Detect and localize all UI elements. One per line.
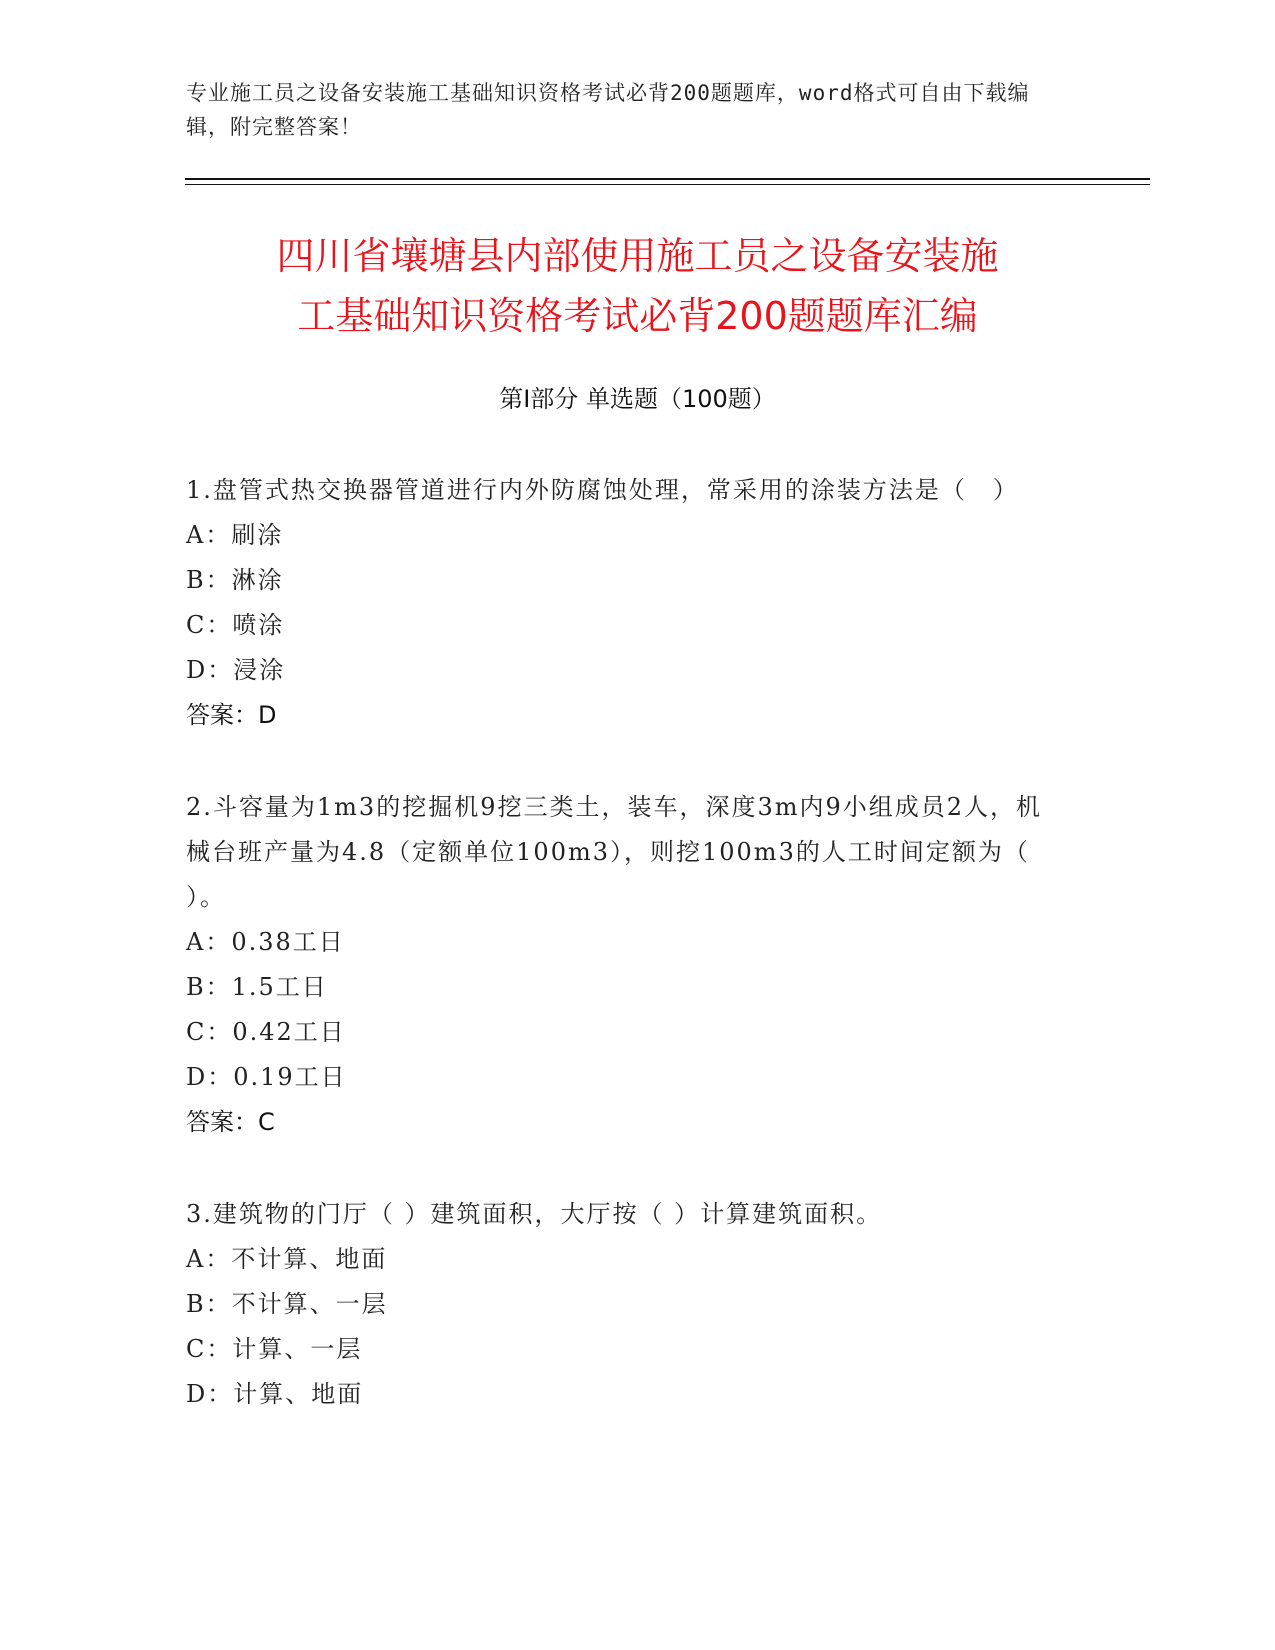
option-a: A：刷涂 [186,521,284,549]
question-stem: 3.建筑物的门厅（ ）建筑面积，大厅按（ ）计算建筑面积。 [186,1200,883,1228]
option-b: B：不计算、一层 [186,1290,388,1318]
header-divider-thin [185,184,1150,185]
question-stem: 1.盘管式热交换器管道进行内外防腐蚀处理，常采用的涂装方法是（ ） [186,476,1019,504]
answer-label: 答案：C [186,1108,275,1136]
option-d: D：计算、地面 [186,1380,364,1408]
header-note: 专业施工员之设备安装施工基础知识资格考试必背200题题库，word格式可自由下载编辑，附完整答案！ [186,81,1030,139]
option-b: B：1.5工日 [186,973,328,1001]
answer-label: 答案：D [186,701,277,729]
option-c: C：计算、一层 [186,1335,363,1363]
document-title [185,226,1090,346]
question-2 [186,785,1066,1145]
option-c: C：0.42工日 [186,1018,346,1046]
option-a: A：不计算、地面 [186,1245,388,1273]
document-title-line-1: 四川省壤塘县内部使用施工员之设备安装施 [276,234,999,278]
question-list [186,468,1066,1464]
option-c: C：喷涂 [186,611,285,639]
section-heading: 第Ⅰ部分 单选题（100题） [499,385,776,413]
question-stem: 2.斗容量为1m3的挖掘机9挖三类土，装车，深度3m内9小组成员2人，机械台班产量为4.8（定额单位100m3），则挖100m3的人工时间定额为（ ）。 [186,793,1043,911]
option-b: B：淋涂 [186,566,284,594]
question-3 [186,1192,1066,1417]
question-1 [186,468,1066,738]
option-d: D：0.19工日 [186,1063,347,1091]
header-divider-thick [185,178,1150,180]
document-title-line-2: 工基础知识资格考试必背200题题库汇编 [297,294,978,338]
option-a: A：0.38工日 [186,928,345,956]
option-d: D：浸涂 [186,656,286,684]
